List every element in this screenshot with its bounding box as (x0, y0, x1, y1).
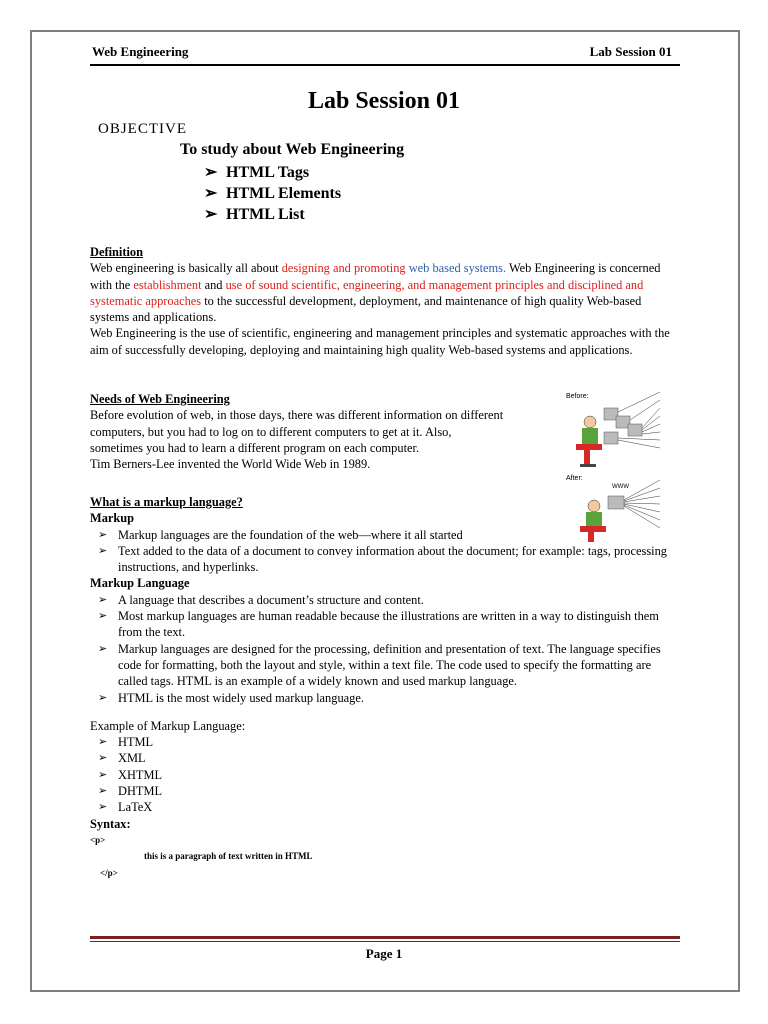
header-right: Lab Session 01 (589, 44, 672, 59)
example-list (90, 734, 680, 815)
definition-heading: Definition (90, 245, 144, 259)
needs-line: Before evolution of web, in those days, there was different information on different (90, 408, 504, 423)
syntax-text: this is a paragraph of text written in HTML (144, 851, 313, 862)
list-item: ➢ Most markup languages are human readable because the illustrations are written in a way to distinguish them from the text. (90, 608, 680, 641)
figure-after-label: After: (566, 475, 583, 482)
markup-subheading: Markup (90, 511, 135, 526)
objective-list (204, 162, 341, 225)
syntax-close-tag: </p> (100, 867, 118, 878)
needs-line: Tim Berners-Lee invented the World Wide Web in 1989. (90, 457, 371, 472)
list-item: ➢ LaTeX (90, 799, 680, 815)
definition-paragraph-1: Web engineering is basically all about designing and promoting web based systems. Web Engineering is concerned with the establishment and use of sound scientific, engineering, and management principles and disciplined and systematic approaches to the successful development, deployment, and maintenance of high quality Web-based systems and applications. (90, 261, 661, 325)
figure-www-label: WWW (612, 484, 629, 490)
footer-divider-thin (90, 941, 680, 942)
needs-line: computers, but you had to log on to different computers to get at it. Also, (90, 424, 452, 439)
list-item: ➢ A language that describes a document’s structure and content. (90, 592, 680, 608)
person-at-computers-icon (576, 408, 642, 467)
markup-list (90, 527, 560, 543)
markup-list-cont (90, 543, 680, 576)
list-item: ➢ Markup languages are designed for the processing, definition and presentation of text. The language specifies code for formatting, both the layout and style, within a text file. The code used to specify the formatting are called tags. HTML is an example of a widely known and used markup language. (90, 641, 680, 690)
example-label: Example of Markup Language: (90, 718, 246, 733)
list-item: ➢ Markup languages are the foundation of the web—where it all started (90, 527, 560, 543)
needs-heading: Needs of Web Engineering (90, 392, 230, 406)
header-divider (90, 64, 680, 66)
objective-item: ➢ HTML List (204, 206, 305, 223)
arrow-bullet-icon: ➢ (204, 206, 218, 223)
markup-section (90, 494, 680, 881)
markup-language-list (90, 592, 680, 706)
needs-line: sometimes you had to learn a different program on each computer. (90, 440, 420, 455)
objective-main: To study about Web Engineering (180, 141, 405, 158)
syntax-label: Syntax: (90, 816, 131, 831)
list-item: ➢ HTML (90, 734, 680, 750)
figure-before-label: Before: (566, 393, 589, 400)
needs-section (90, 391, 560, 472)
page-number: Page 1 (365, 946, 403, 961)
objective-item: ➢ HTML Elements (204, 185, 342, 202)
markup-heading: What is a markup language? (90, 495, 243, 509)
list-item: ➢ Text added to the data of a document to convey information about the document; for example: tags, processing instructions, and hyperlinks. (90, 543, 680, 576)
footer-divider-thick (90, 936, 680, 939)
objective-item: ➢ HTML Tags (204, 164, 310, 181)
objective-label: OBJECTIVE (98, 121, 187, 137)
arrow-bullet-icon: ➢ (204, 185, 218, 202)
list-item: ➢ XML (90, 750, 680, 766)
list-item: ➢ XHTML (90, 767, 680, 783)
header-left: Web Engineering (92, 44, 189, 59)
definition-paragraph-2: Web Engineering is the use of scientific, engineering and management principles and systematic approaches with the aim of successfully developing, deploying and maintaining high quality Web-based systems and applications. (90, 326, 670, 357)
list-item: ➢ HTML is the most widely used markup language. (90, 690, 680, 706)
list-item: ➢ DHTML (90, 783, 680, 799)
markup-language-subheading: Markup Language (90, 576, 190, 591)
page-title: Lab Session 01 (307, 88, 461, 114)
arrow-bullet-icon: ➢ (204, 164, 218, 181)
definition-section (90, 244, 680, 358)
syntax-open-tag: <p> (90, 834, 106, 845)
